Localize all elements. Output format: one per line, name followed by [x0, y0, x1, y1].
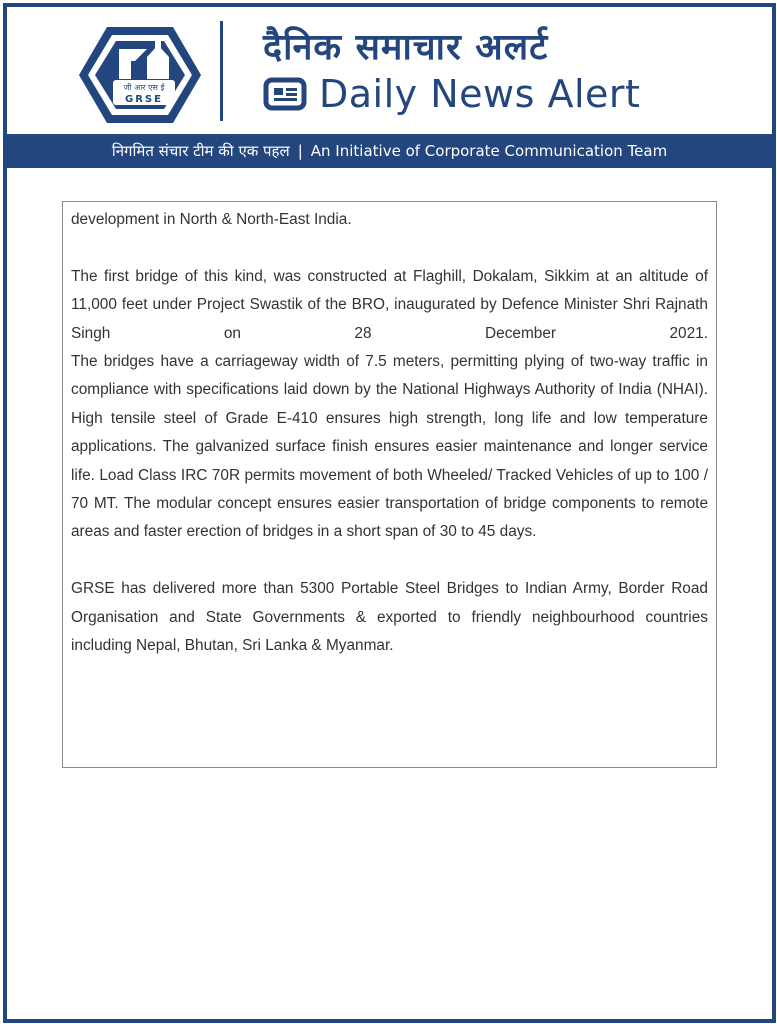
article-paragraph-4: GRSE has delivered more than 5300 Portable Steel Bridges to Indian Army, Border Road Organisation and State Governments & exported to friendly neighbourhood countries including Nepal, Bhutan, Sri Lanka & Myanmar. — [71, 580, 708, 655]
page-frame — [3, 3, 776, 1023]
newspaper-icon — [263, 77, 307, 111]
banner-hindi-text: निगमित संचार टीम की एक पहल — [111, 142, 290, 160]
article-paragraph-3: The bridges have a carriageway width of 7.5 meters, permitting plying of two-way traffic in compliance with specifications laid down by the National Highways Authority of India (NHAI). High tensile steel of Grade E-410 ensures high strength, long life and low temperature applications. The galvanized surface finish ensures easier maintenance and longer service life. Load Class IRC 70R permits movement of both Wheeled/ Tracked Vehicles of up to 100 / 70 MT. The modular concept ensures easier transportation of bridge components to remote areas and faster erection of bridges in a short span of 30 to 45 days. — [71, 353, 708, 541]
logo-hindi-text: जी आर एस ई — [123, 83, 165, 92]
grse-logo — [75, 23, 205, 127]
title-english-group — [263, 69, 640, 119]
article-paragraph-2: The first bridge of this kind, was constructed at Flaghill, Dokalam, Sikkim at an altitude of 11,000 feet under Project Swastik of the BRO, inaugurated by Defence Minister Shri Rajnath Singh on 28 December 2021. — [71, 267, 708, 342]
logo-english-text: GRSE — [125, 94, 163, 105]
banner-english-text: An Initiative of Corporate Communication Team — [310, 142, 668, 160]
title-english: Daily News Alert — [319, 72, 641, 116]
title-hindi: दैनिक समाचार अलर्ट — [263, 27, 549, 68]
initiative-banner — [7, 134, 772, 168]
header-divider — [220, 21, 223, 121]
article-paragraph-1: development in North & North-East India. — [71, 211, 352, 228]
header — [7, 7, 772, 137]
banner-separator: | — [297, 142, 303, 160]
article-box — [62, 201, 717, 768]
